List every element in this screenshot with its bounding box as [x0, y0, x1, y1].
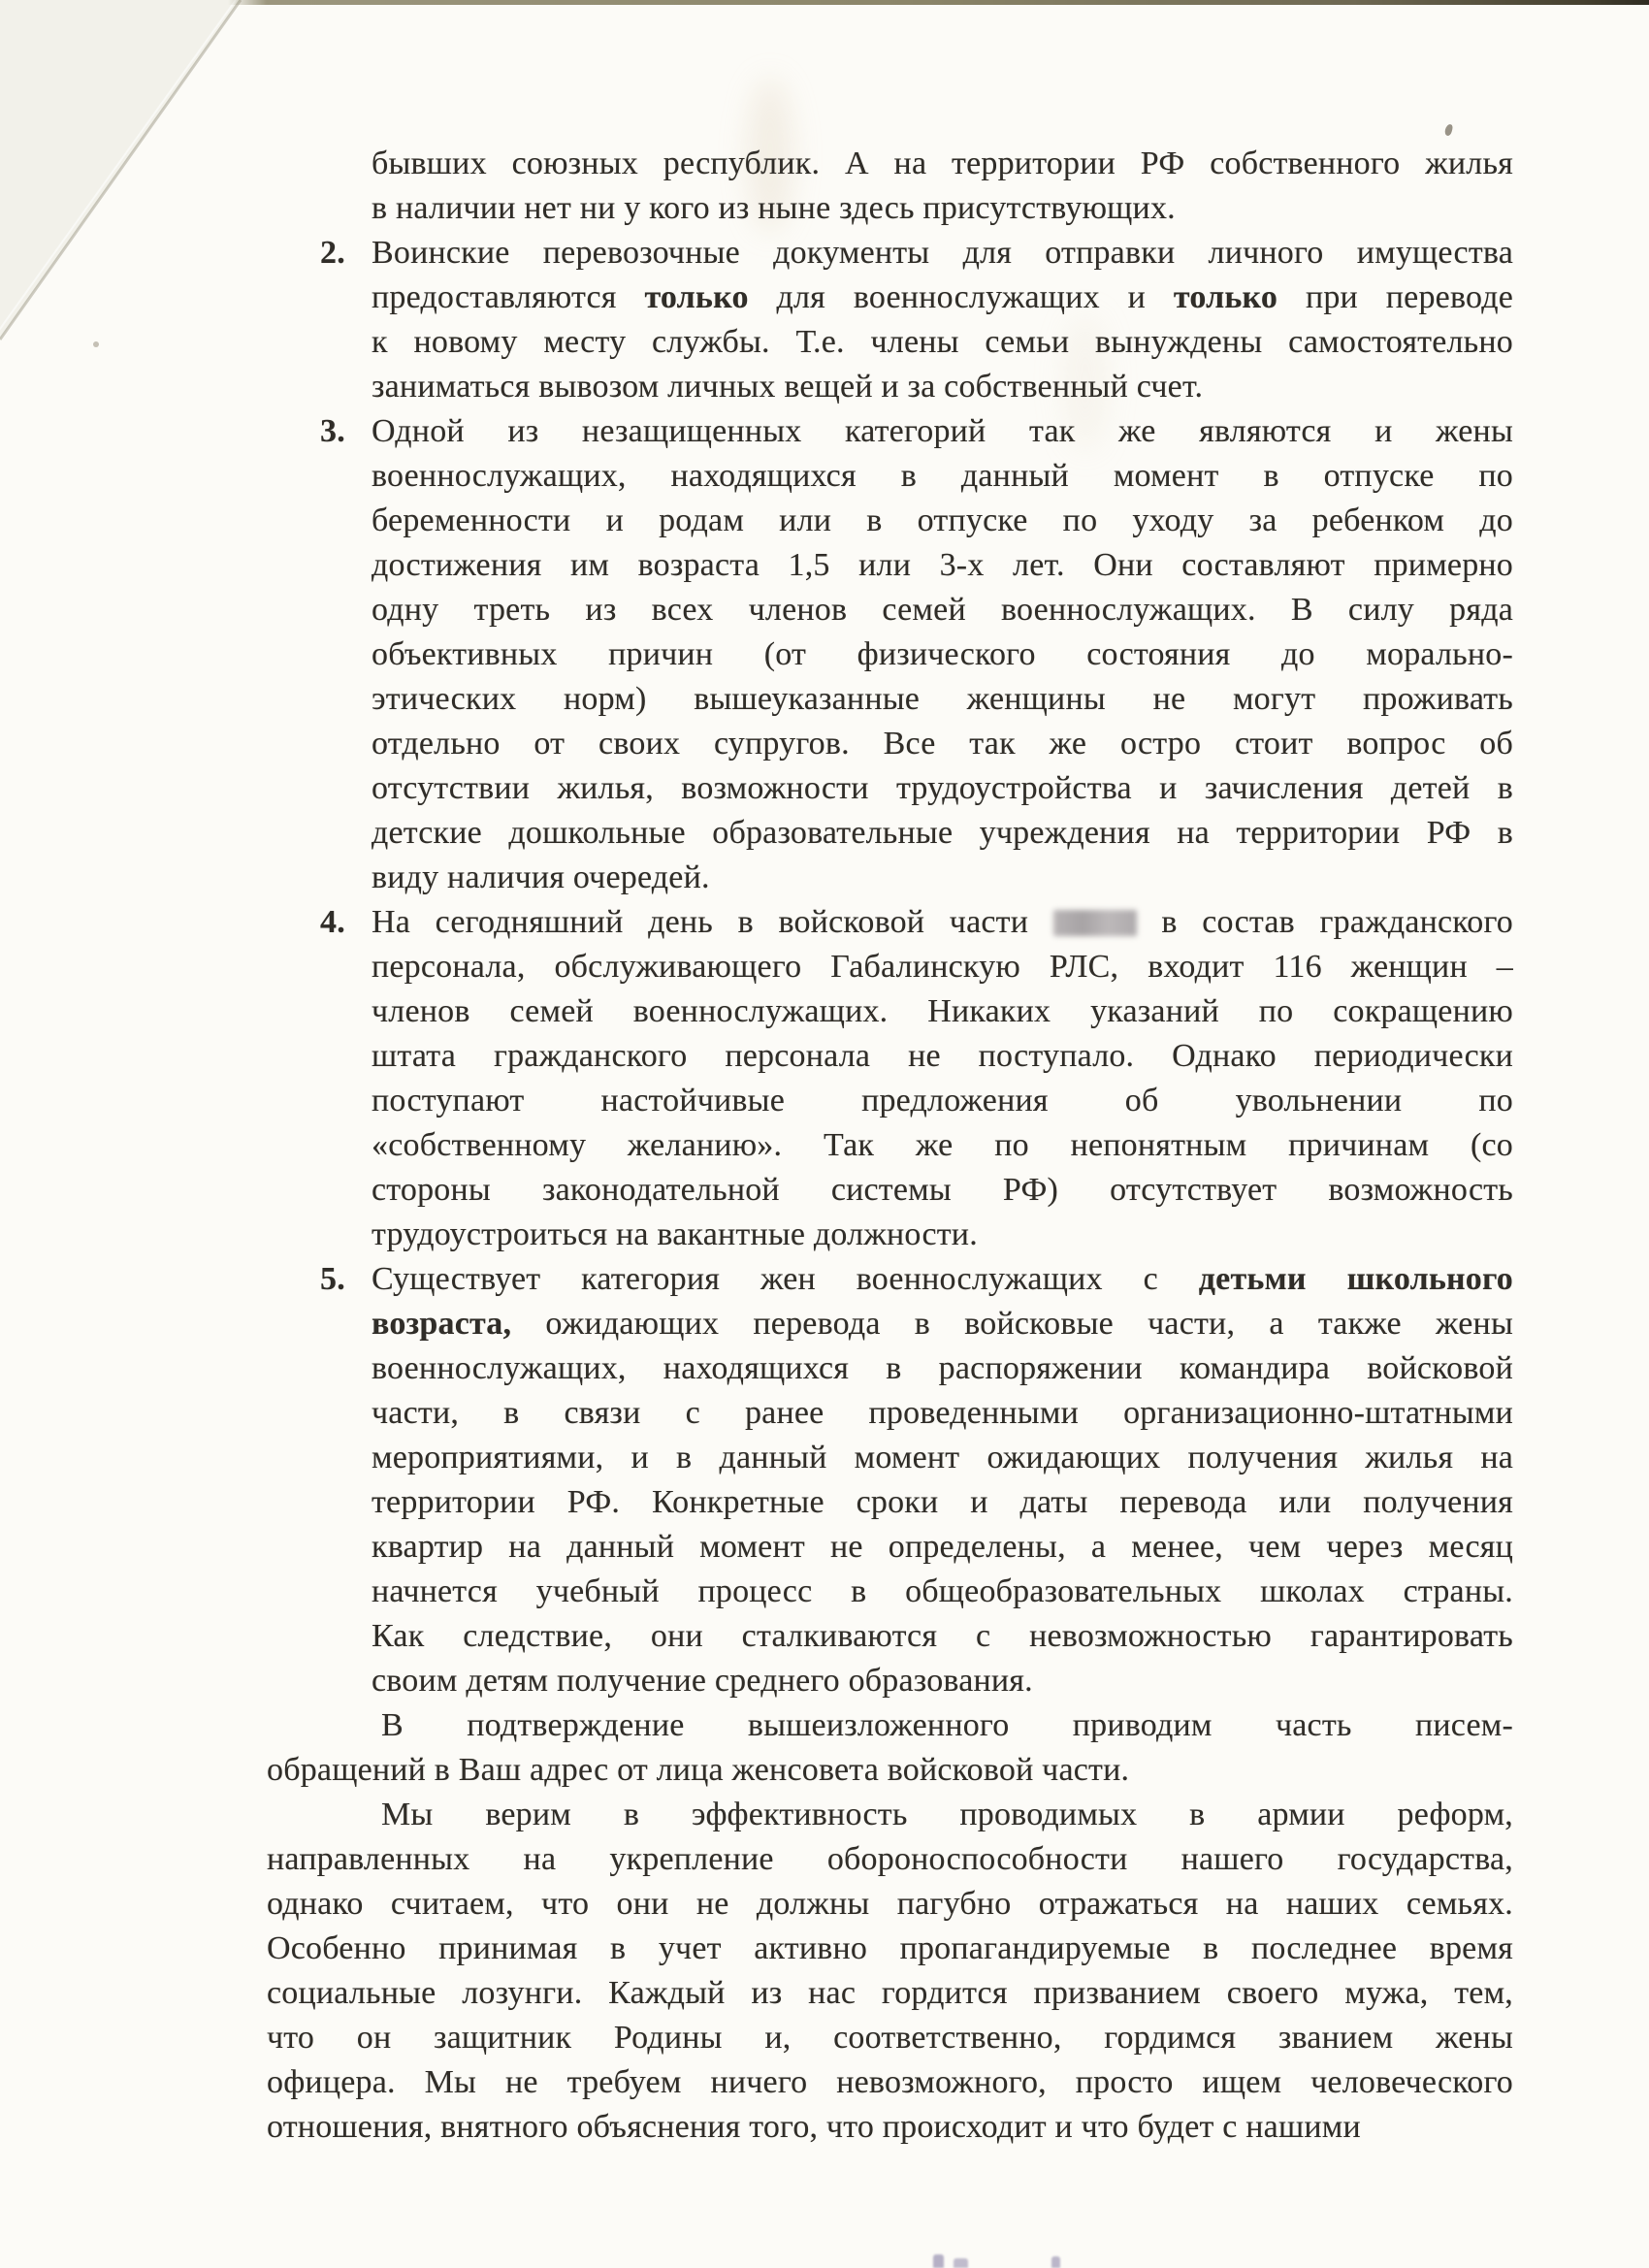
text-segment: социальные лозунги. Каждый из нас гордится призванием своего мужа, тем,: [267, 1975, 1513, 2011]
list-item: [320, 900, 1513, 1257]
text-line: [267, 2060, 1513, 2105]
text-line: [372, 1525, 1513, 1570]
text-line: [372, 142, 1513, 186]
text-line: [372, 1257, 1513, 1302]
text-line: [372, 186, 1513, 231]
text-segment: военнослужащих, находящихся в данный момент в отпуске по: [372, 458, 1513, 494]
text-line: [267, 1703, 1513, 1748]
text-column: [267, 142, 1513, 2150]
text-line: [372, 900, 1513, 945]
paragraph: [372, 142, 1513, 231]
text-segment: для военнослужащих и: [748, 279, 1174, 315]
list-item: [320, 231, 1513, 409]
text-line: [372, 588, 1513, 632]
text-line: [372, 1391, 1513, 1436]
bold-text-segment: детьми школьного: [1198, 1261, 1514, 1297]
text-segment: беременности и родам или в отпуске по уходу за ребенком до: [372, 502, 1513, 538]
text-segment: при переводе: [1277, 279, 1513, 315]
text-line: [372, 1614, 1513, 1659]
text-line: [267, 1882, 1513, 1927]
text-line: [372, 454, 1513, 499]
text-line: [372, 766, 1513, 811]
text-segment: к новому месту службы. Т.е. члены семьи вынуждены самостоятельно: [372, 324, 1513, 360]
text-segment: отдельно от своих супругов. Все так же остро стоит вопрос об: [372, 726, 1513, 761]
text-segment: Как следствие, они сталкиваются с невозможностью гарантировать: [372, 1618, 1513, 1654]
text-line: [372, 677, 1513, 722]
text-line: [267, 1793, 1513, 1837]
text-segment: членов семей военнослужащих. Никаких указаний по сокращению: [372, 993, 1513, 1029]
text-segment: территории РФ. Конкретные сроки и даты перевода или получения: [372, 1484, 1513, 1520]
item-number: 4.: [320, 904, 345, 940]
text-segment: что он защитник Родины и, соответственно, гордимся званием жены: [267, 2020, 1513, 2056]
text-segment: поступают настойчивые предложения об увольнении по: [372, 1083, 1513, 1118]
text-segment: достижения им возраста 1,5 или 3-х лет. Они составляют примерно: [372, 547, 1513, 583]
text-line: [372, 1034, 1513, 1079]
text-line: [267, 1971, 1513, 2016]
text-segment: одну треть из всех членов семей военнослужащих. В силу ряда: [372, 592, 1513, 628]
paragraph: [267, 1703, 1513, 1793]
text-segment: ожидающих перевода в войсковые части, а также жены: [511, 1306, 1513, 1342]
text-line: [372, 1570, 1513, 1614]
text-line: [372, 1079, 1513, 1123]
text-line: [267, 2105, 1513, 2150]
text-segment: начнется учебный процесс в общеобразовательных школах страны.: [372, 1573, 1513, 1609]
list-item: [320, 1257, 1513, 1703]
bold-text-segment: только: [644, 279, 749, 315]
text-segment: направленных на укрепление обороноспособности нашего государства,: [267, 1841, 1513, 1877]
text-segment: мероприятиями, и в данный момент ожидающих получения жилья на: [372, 1440, 1513, 1475]
bottom-cutoff-mark: [1051, 2256, 1060, 2268]
text-line: [372, 989, 1513, 1034]
scan-top-edge-line: [0, 0, 1649, 5]
text-line: [372, 231, 1513, 275]
text-segment: в состав гражданского: [1136, 904, 1513, 940]
text-line: [267, 1837, 1513, 1882]
text-segment: обращений в Ваш адрес от лица женсовета войсковой части.: [267, 1752, 1130, 1788]
text-line: [372, 499, 1513, 543]
list-item: [320, 409, 1513, 900]
text-line: [372, 1346, 1513, 1391]
text-segment: Существует категория жен военнослужащих с: [372, 1261, 1199, 1297]
text-segment: отсутствии жилья, возможности трудоустройства и зачисления детей в: [372, 770, 1513, 806]
item-number: 3.: [320, 413, 345, 449]
item-number: 2.: [320, 235, 345, 271]
text-line: [372, 1168, 1513, 1213]
text-segment: квартир на данный момент не определены, а менее, чем через месяц: [372, 1529, 1513, 1565]
text-line: [372, 1659, 1513, 1703]
text-line: [372, 1302, 1513, 1346]
text-segment: отношения, внятного объяснения того, что происходит и что будет с нашими: [267, 2109, 1361, 2145]
text-segment: Мы верим в эффективность проводимых в армии реформ,: [381, 1797, 1513, 1832]
text-line: [267, 1927, 1513, 1971]
text-segment: бывших союзных республик. А на территории РФ собственного жилья: [372, 146, 1513, 181]
folded-corner: [0, 0, 252, 349]
text-segment: этических норм) вышеуказанные женщины не могут проживать: [372, 681, 1513, 717]
bottom-cutoff-mark: [933, 2254, 944, 2268]
text-segment: части, в связи с ранее проведенными организационно-штатными: [372, 1395, 1513, 1431]
text-line: [267, 2016, 1513, 2060]
text-line: [372, 1213, 1513, 1257]
text-line: [372, 543, 1513, 588]
paragraph: [267, 1793, 1513, 2150]
text-segment: своим детям получение среднего образования.: [372, 1663, 1033, 1699]
text-line: [372, 275, 1513, 320]
bold-text-segment: только: [1173, 279, 1278, 315]
text-segment: детские дошкольные образовательные учреждения на территории РФ в: [372, 815, 1513, 851]
text-segment: виду наличия очередей.: [372, 859, 710, 895]
text-line: [372, 632, 1513, 677]
text-line: [372, 1436, 1513, 1480]
bold-text-segment: возраста,: [372, 1306, 512, 1342]
text-line: [372, 365, 1513, 409]
scan-speck: [1444, 123, 1454, 136]
redacted-unit-number: [1053, 910, 1137, 936]
text-segment: военнослужащих, находящихся в распоряжении командира войсковой: [372, 1350, 1513, 1386]
text-line: [372, 409, 1513, 454]
text-segment: стороны законодательной системы РФ) отсутствует возможность: [372, 1172, 1513, 1208]
text-segment: В подтверждение вышеизложенного приводим часть писем-: [381, 1707, 1513, 1743]
text-segment: На сегодняшний день в войсковой части: [372, 904, 1053, 940]
item-number: 5.: [320, 1261, 345, 1297]
text-segment: однако считаем, что они не должны пагубно отражаться на наших семьях.: [267, 1886, 1513, 1922]
text-segment: объективных причин (от физического состояния до морально-: [372, 636, 1513, 672]
text-segment: штата гражданского персонала не поступало. Однако периодически: [372, 1038, 1513, 1074]
text-segment: Одной из незащищенных категорий так же являются и жены: [372, 413, 1513, 449]
text-segment: трудоустроиться на вакантные должности.: [372, 1216, 978, 1252]
text-segment: Воинские перевозочные документы для отправки личного имущества: [372, 235, 1513, 271]
text-segment: заниматься вывозом личных вещей и за собственный счет.: [372, 369, 1204, 405]
text-line: [372, 1123, 1513, 1168]
text-segment: в наличии нет ни у кого из ныне здесь присутствующих.: [372, 190, 1176, 226]
bottom-cutoff-mark: [954, 2258, 968, 2268]
text-segment: персонала, обслуживающего Габалинскую РЛС, входит 116 женщин –: [372, 949, 1513, 985]
text-line: [372, 1480, 1513, 1525]
text-segment: Особенно принимая в учет активно пропагандируемые в последнее время: [267, 1930, 1513, 1966]
text-line: [372, 722, 1513, 766]
text-line: [372, 811, 1513, 856]
text-line: [372, 945, 1513, 989]
text-segment: офицера. Мы не требуем ничего невозможного, просто ищем человеческого: [267, 2064, 1513, 2100]
text-line: [372, 320, 1513, 365]
text-line: [267, 1748, 1513, 1793]
text-segment: предоставляются: [372, 279, 645, 315]
text-line: [372, 856, 1513, 900]
text-segment: «собственному желанию». Так же по непонятным причинам (со: [372, 1127, 1513, 1163]
